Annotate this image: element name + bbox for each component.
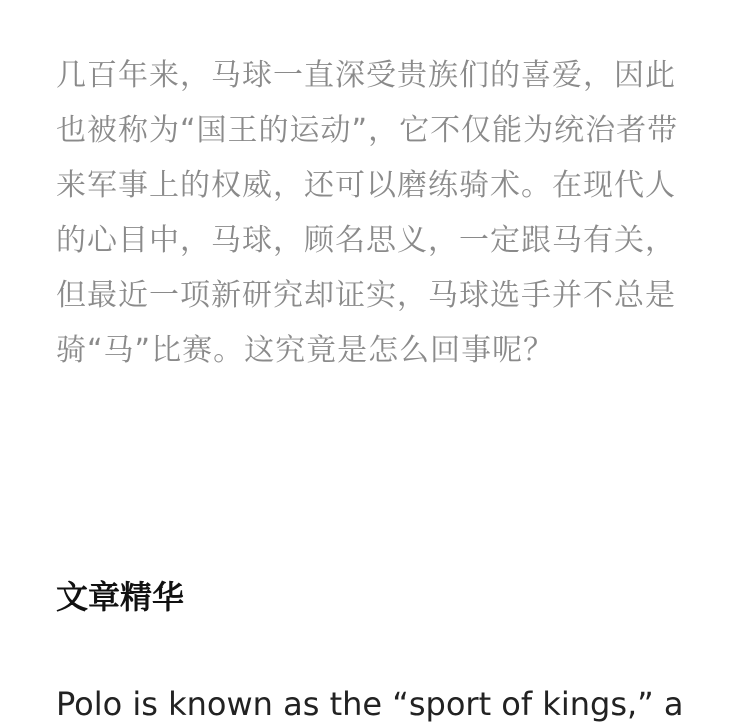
section-title: 文章精华 [56, 578, 185, 616]
intro-paragraph: 几百年来，马球一直深受贵族们的喜爱，因此也被称为“国王的运动”，它不仅能为统治者带来军事上的权威，还可以磨练骑术。在现代人的心目中，马球，顾名思义，一定跟马有关，但最近一项新研究却证实，马球选手并不总是骑“马”比赛。这究竟是怎么回事呢？ [56, 58, 679, 368]
english-paragraph-preview: Polo is known as the “sport of kings,” a [56, 685, 684, 723]
